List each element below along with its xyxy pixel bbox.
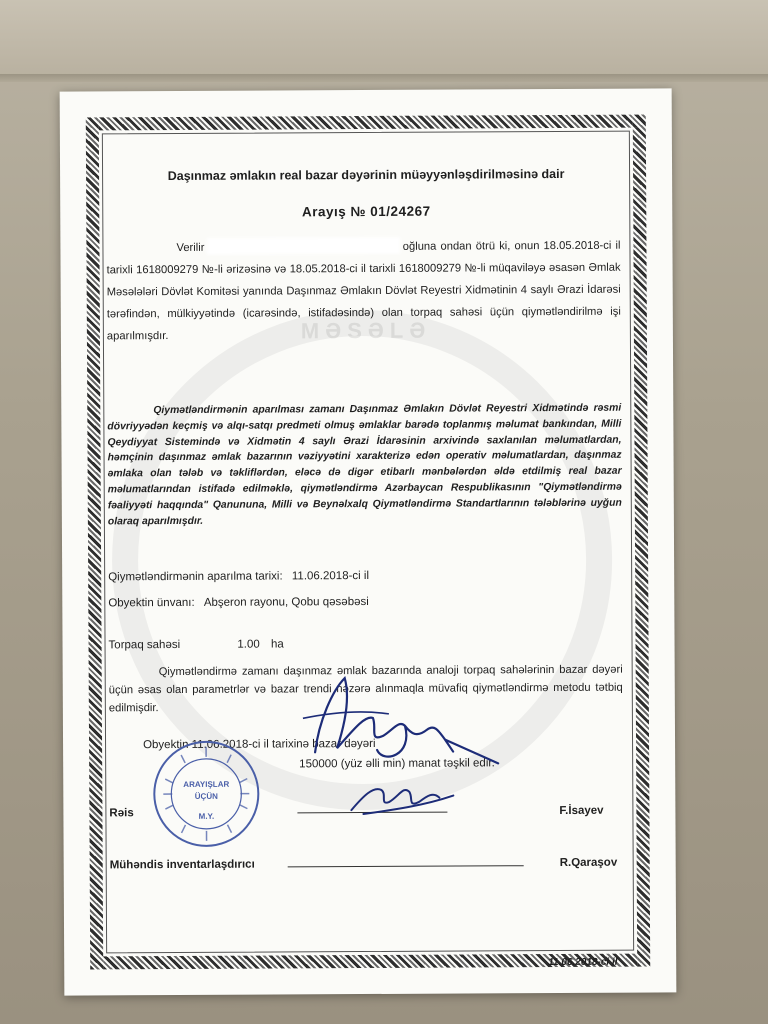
intro-text: oğluna ondan ötrü ki, onun 18.05.2018-ci il tarixli 1618009279 №-li ərizəsinə və 18.05.2018-ci il tarixli 1618009279 №-li müqaviləyə əsasən Əmlak Məsələləri Dövlət Komitəsi yanında Daşınmaz Əmlakın Dövlət Reyestri Xidmətinin 4 saylı Ərazi İdarəsi tərəfindən, mülkiyyətində (icarəsində, istifadəsində) olan torpaq sahəsi üçün qiymətləndirilmə işi aparılmışdır. — [106, 239, 621, 343]
director-name: F.İsayev — [559, 804, 604, 818]
eval-date-line — [108, 570, 369, 583]
area-value: 1.00 — [237, 638, 260, 651]
value-line-2: 150000 (yüz əlli min) manat təşkil edir. — [299, 757, 495, 771]
director-signature — [293, 659, 504, 770]
address-line — [108, 596, 369, 609]
engineer-signature — [343, 766, 463, 827]
certificate-paper — [60, 88, 677, 995]
stamp-initials: M.Y. — [198, 811, 215, 821]
document-title: Daşınmaz əmlakın real bazar dəyərinin müəyyənləşdirilməsinə dair — [167, 166, 565, 184]
engineer-name: R.Qaraşov — [559, 856, 618, 870]
certificate-number: Arayış № 01/24267 — [301, 203, 431, 220]
role-director: Rəis — [109, 807, 134, 820]
methodology-paragraph: Qiymətləndirmənin aparılması zamanı Daşınmaz Əmlakın Dövlət Reyestri Xidmətində rəsmi dövriyyədən keçmiş və alqı-satqı predmeti olmuş əmlaklar barədə toplanmış məlumat bankından, Milli Qeydiyyat Sistemində və Xidmətin 4 saylı Ərazi İdarəsinin arxivində saxlanılan məlumatlardan, həmçinin daşınmaz əmlak bazarının vəziyyətini xarakterizə edən operativ məlumatlardan, daşınmaz əmlaka olan tələb və təkliflərdən, eləcə də digər etibarlı mənbələrdən əldə etdilmiş real bazar məlumatlarından istifadə edilməklə, qiymətləndirmə Azərbaycan Respublikasının "Qiymətləndirmə fəaliyyəti haqqında" Qanununa, Milli və Beynəlxalq Qiymətləndirmə Standartlarının tələblərinə uyğun olaraq aparılmışdır. — [107, 402, 622, 527]
wall-background — [0, 0, 768, 80]
area-line — [109, 638, 284, 651]
eval-date-value: 11.06.2018-ci il — [291, 569, 370, 583]
value-line-1: Obyektin 11.06.2018-ci il tarixinə bazar dəyəri — [143, 737, 376, 752]
address-value: Abşeron rayonu, Qobu qəsəbəsi — [203, 595, 369, 609]
footer-date: 11.06.2018-ci il — [548, 956, 618, 969]
watermark-text: MƏSƏLƏ — [300, 317, 432, 344]
area-unit: ha — [270, 638, 284, 651]
official-stamp — [151, 739, 262, 850]
role-engineer: Mühəndis inventarlaşdırıcı — [109, 858, 255, 872]
wall-trim — [0, 74, 768, 82]
stamp-center-line-2: ÜÇÜN — [194, 791, 218, 801]
address-label: Obyektin ünvanı: — [108, 596, 195, 610]
area-label: Torpaq sahəsi — [108, 638, 181, 652]
stamp-center-line-1: ARAYIŞLAR — [183, 779, 230, 789]
intro-paragraph — [106, 235, 621, 348]
method-paragraph: Qiymətləndirmə zamanı daşınmaz əmlak bazarında analoji torpaq sahələrinin bazar dəyəri üçün əsas olan parametrlər və bazar trendi nəzərə alınmaqla müvafiq qiymətləndirmə metodu tətbiq edilmişdir. — [108, 663, 623, 715]
eval-date-label: Qiymətləndirmənin aparılma tarixi: — [108, 570, 283, 584]
redacted-name — [209, 239, 399, 253]
intro-prefix: Verilir — [176, 241, 205, 254]
